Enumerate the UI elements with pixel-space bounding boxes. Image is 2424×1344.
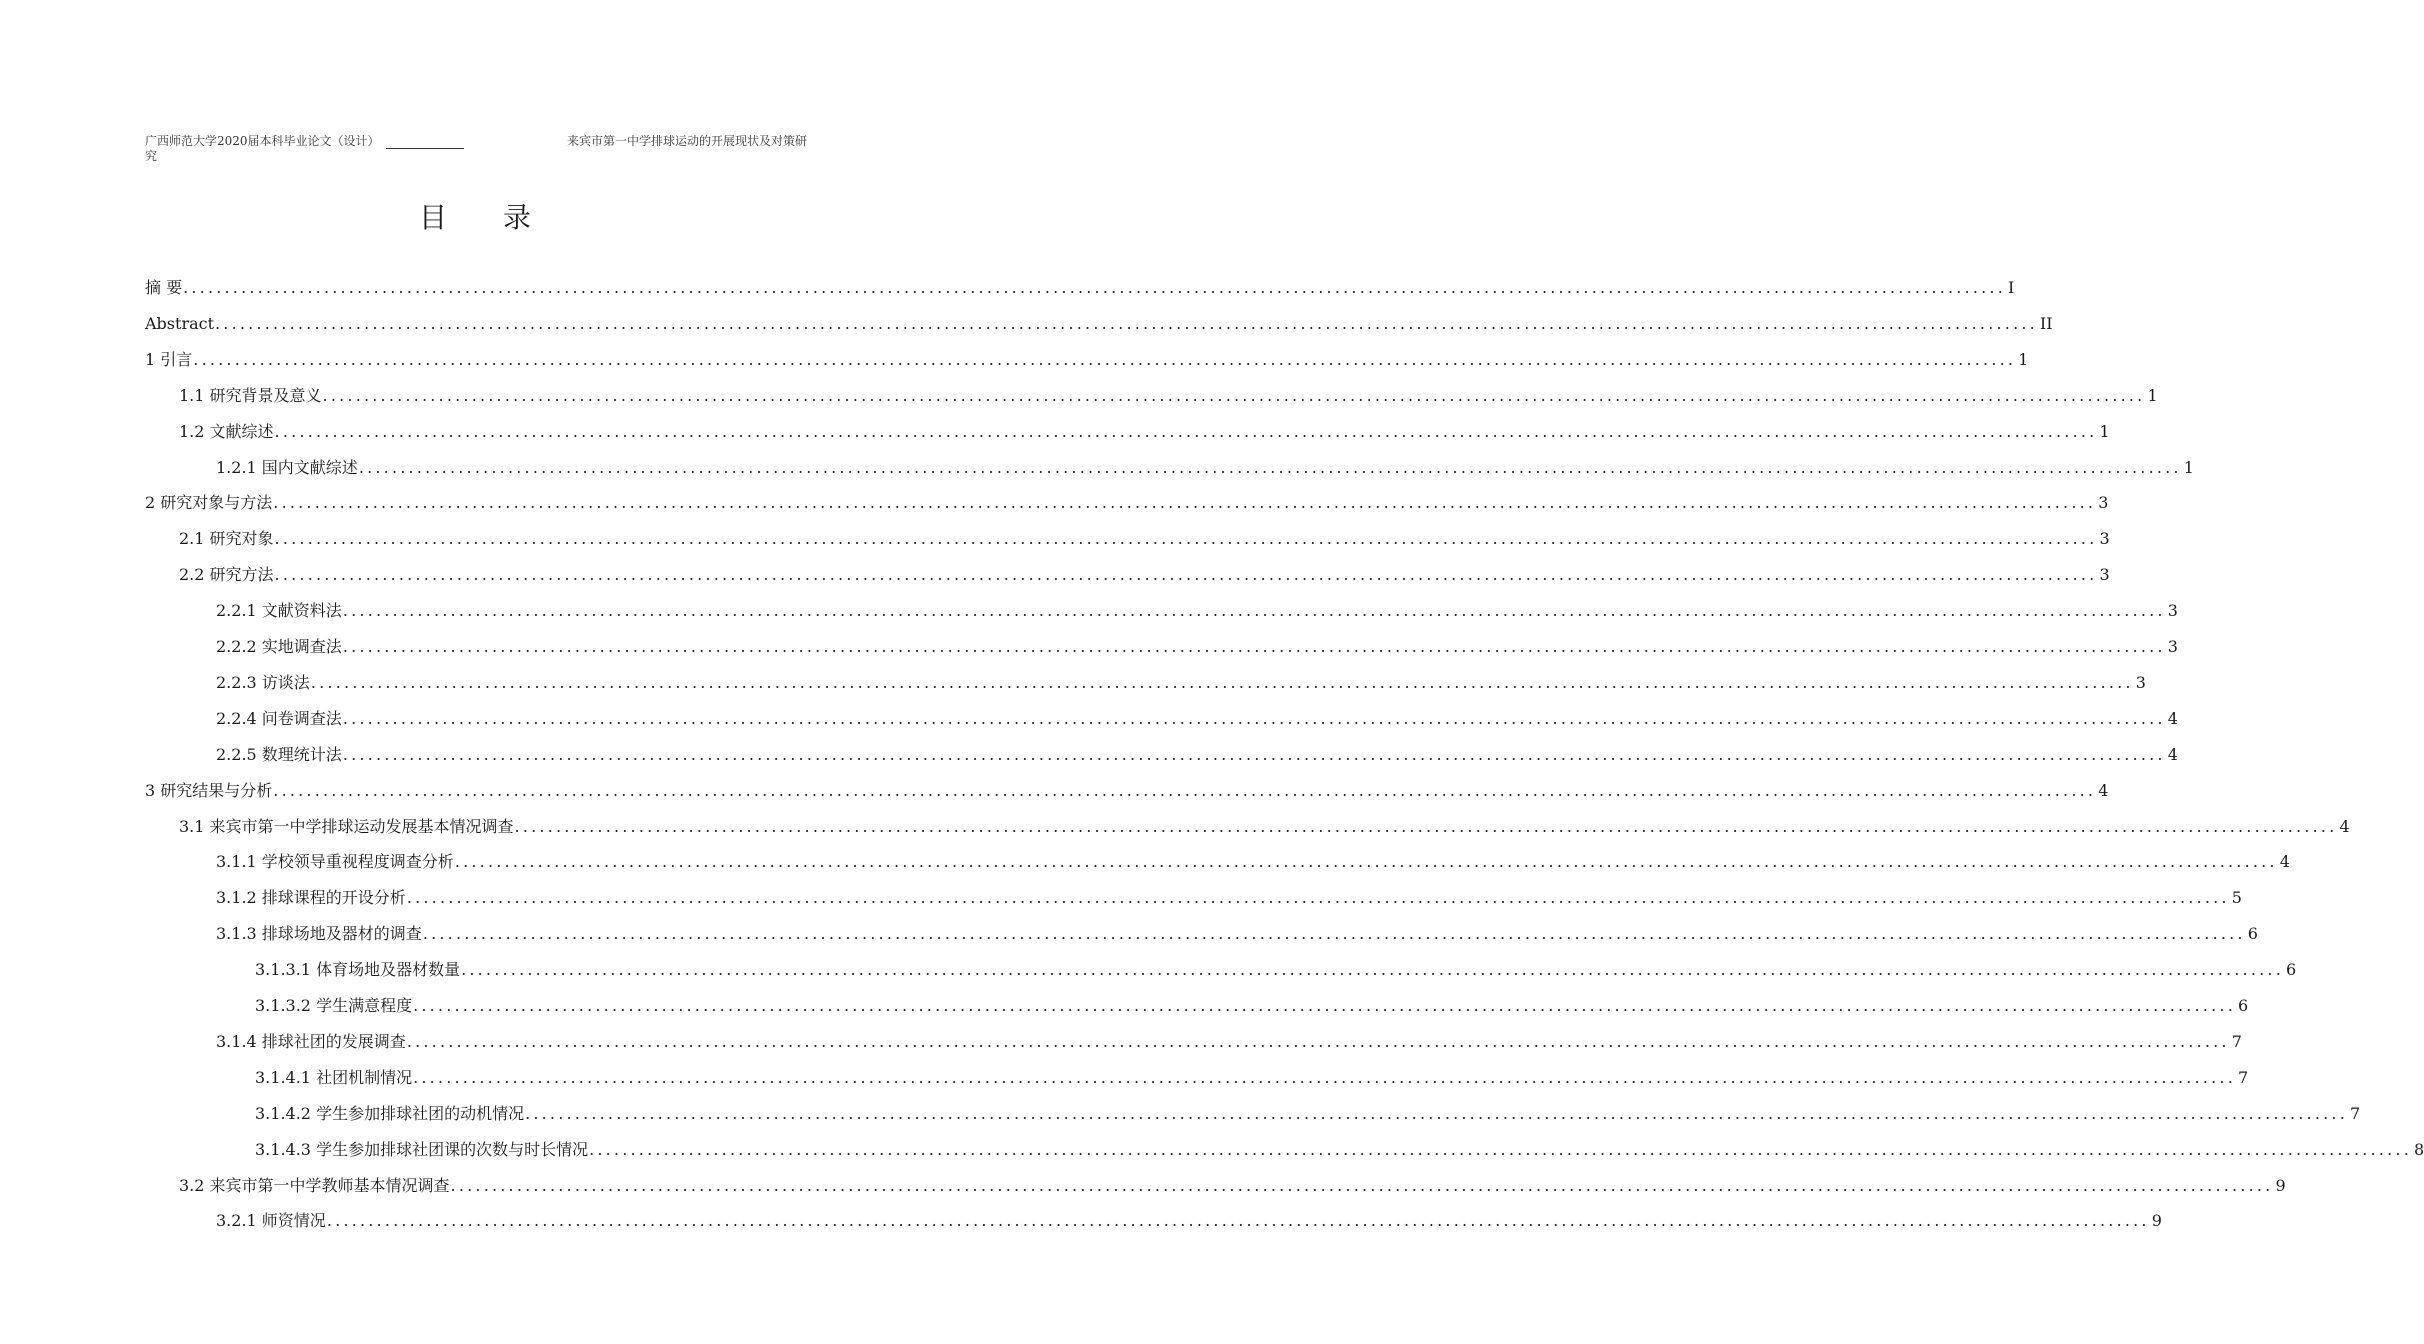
toc-entry-label: 3 研究结果与分析 — [145, 780, 273, 800]
toc-entry[interactable] — [145, 887, 2242, 909]
toc-entry-page-number: I — [2008, 278, 2015, 297]
toc-entry[interactable] — [145, 1103, 2361, 1125]
toc-entry-page-number: 6 — [2247, 924, 2258, 944]
toc-entry-page-number: 3 — [2099, 529, 2110, 549]
toc-entry[interactable] — [145, 636, 2178, 658]
toc-dot-leader: ............................................................................................................................................................................................................................ — [274, 529, 2098, 549]
toc-dot-leader: ............................................................................................................................................................................................................................ — [274, 421, 2098, 441]
toc-entry-page-number: 7 — [2231, 1031, 2242, 1051]
toc-dot-leader: ............................................................................................................................................................................................................................ — [454, 852, 2278, 872]
toc-entry[interactable] — [145, 1175, 2286, 1197]
toc-entry[interactable] — [145, 385, 2158, 407]
toc-entry-label: 3.2.1 师资情况 — [216, 1211, 326, 1231]
toc-entry-page-number: 4 — [2279, 852, 2290, 872]
toc-entry-page-number: 7 — [2349, 1103, 2361, 1123]
toc-entry-page-number: 4 — [2167, 744, 2178, 764]
toc-entry-label: 2.2.1 文献资料法 — [216, 601, 342, 621]
toc-entry-page-number: 6 — [2285, 960, 2297, 980]
toc-dot-leader: ............................................................................................................................................................................................................................ — [322, 385, 2146, 405]
toc-entry-label: 3.2 来宾市第一中学教师基本情况调查 — [179, 1175, 450, 1195]
toc-entry[interactable] — [145, 1031, 2242, 1053]
toc-entry[interactable] — [145, 600, 2178, 622]
toc-entry-label: 1 引言 — [145, 349, 193, 369]
toc-dot-leader: ............................................................................................................................................................................................................................ — [413, 996, 2236, 1015]
toc-entry-label: 2.2.4 问卷调查法 — [216, 708, 342, 728]
toc-entry-label: 3.1.4 排球社团的发展调查 — [216, 1031, 406, 1051]
toc-entry[interactable] — [145, 816, 2350, 838]
toc-entry-page-number: 3 — [2098, 493, 2109, 513]
toc-entry-label: 2.2.3 访谈法 — [216, 672, 310, 692]
toc-dot-leader: ............................................................................................................................................................................................................................ — [406, 888, 2230, 908]
toc-dot-leader: ............................................................................................................................................................................................................................ — [273, 780, 2097, 800]
toc-entry-label: 摘 要 — [145, 278, 183, 297]
toc-entry[interactable] — [145, 492, 2109, 514]
toc-entry-page-number: 3 — [2167, 637, 2178, 656]
toc-entry[interactable] — [145, 672, 2146, 694]
toc-dot-leader: ............................................................................................................................................................................................................................ — [342, 708, 2166, 728]
toc-entry[interactable] — [145, 1139, 2424, 1161]
toc-entry-label: 3.1.4.2 学生参加排球社团的动机情况 — [255, 1103, 525, 1123]
toc-entry[interactable] — [145, 313, 2053, 335]
toc-entry[interactable] — [145, 349, 2029, 371]
toc-entry-page-number: 1 — [2099, 421, 2110, 441]
toc-entry-label: 3.1.3.2 学生满意程度 — [255, 996, 413, 1015]
toc-entry-page-number: 1 — [2018, 349, 2029, 369]
header-row — [145, 134, 807, 149]
toc-dot-leader: ............................................................................................................................................................................................................................ — [589, 1139, 2412, 1159]
header-underline — [386, 136, 464, 149]
toc-dot-leader: ............................................................................................................................................................................................................................ — [358, 457, 2182, 477]
toc-entry-page-number: 7 — [2237, 1067, 2249, 1087]
header-left-group — [145, 134, 464, 149]
toc-entry-label: 3.1.3.1 体育场地及器材数量 — [255, 960, 461, 980]
toc-entry[interactable] — [145, 744, 2178, 766]
toc-dot-leader: ............................................................................................................................................................................................................................ — [215, 313, 2038, 333]
toc-entry[interactable] — [145, 780, 2109, 802]
toc-entry-label: 3.1.3 排球场地及器材的调查 — [216, 924, 422, 944]
toc-dot-leader: ............................................................................................................................................................................................................................ — [342, 744, 2166, 764]
toc-entry-page-number: 8 — [2413, 1139, 2424, 1159]
toc-entry-page-number: 9 — [2275, 1175, 2286, 1195]
toc-entry-page-number: II — [2039, 313, 2053, 333]
toc-dot-leader: ............................................................................................................................................................................................................................ — [413, 1067, 2236, 1087]
toc-entry-label: 2.2 研究方法 — [179, 565, 274, 585]
toc-entry-page-number: 4 — [2339, 816, 2350, 836]
toc-entry[interactable] — [145, 277, 2015, 299]
header-thesis-title: 来宾市第一中学排球运动的开展现状及对策研 — [566, 134, 807, 148]
page-header — [145, 134, 807, 164]
header-thesis-label: 广西师范大学2020届本科毕业论文（设计） — [145, 134, 380, 148]
toc-entry[interactable] — [145, 421, 2110, 443]
toc-dot-leader: ............................................................................................................................................................................................................................ — [183, 278, 2006, 297]
toc-entry[interactable] — [145, 851, 2290, 873]
toc-entry-page-number: 4 — [2167, 708, 2178, 728]
toc-entry[interactable] — [145, 1210, 2162, 1232]
toc-entry-label: 2.2.2 实地调查法 — [216, 637, 342, 656]
toc-entry[interactable] — [145, 1067, 2249, 1089]
toc-entry-label: 1.1 研究背景及意义 — [179, 385, 322, 405]
toc-entry-page-number: 5 — [2231, 888, 2242, 908]
toc-entry-page-number: 4 — [2098, 780, 2109, 800]
toc-entry-label: 1.2 文献综述 — [179, 421, 274, 441]
toc-dot-leader: ............................................................................................................................................................................................................................ — [422, 924, 2246, 944]
toc-entry[interactable] — [145, 995, 2249, 1017]
toc-dot-leader: ............................................................................................................................................................................................................................ — [525, 1103, 2348, 1123]
toc-entry[interactable] — [145, 959, 2297, 981]
toc-entry-page-number: 1 — [2147, 385, 2158, 405]
toc-entry[interactable] — [145, 923, 2258, 945]
toc-dot-leader: ............................................................................................................................................................................................................................ — [274, 565, 2098, 585]
toc-dot-leader: ............................................................................................................................................................................................................................ — [514, 816, 2338, 836]
toc-dot-leader: ............................................................................................................................................................................................................................ — [342, 601, 2166, 621]
toc-entry-label: 3.1.1 学校领导重视程度调查分析 — [216, 852, 454, 872]
toc-entry-label: Abstract — [145, 313, 215, 333]
toc-entry-label: 2 研究对象与方法 — [145, 493, 273, 513]
toc-dot-leader: ............................................................................................................................................................................................................................ — [193, 349, 2017, 369]
toc-dot-leader: ............................................................................................................................................................................................................................ — [326, 1211, 2150, 1231]
toc-entry-label: 3.1 来宾市第一中学排球运动发展基本情况调查 — [179, 816, 514, 836]
toc-entry[interactable] — [145, 708, 2178, 730]
toc-entry-page-number: 3 — [2099, 565, 2110, 585]
toc-entry-page-number: 6 — [2237, 996, 2249, 1015]
toc-entry-label: 3.1.4.3 学生参加排球社团课的次数与时长情况 — [255, 1139, 589, 1159]
header-thesis-title-wrap: 究 — [145, 149, 158, 163]
toc-dot-leader: ............................................................................................................................................................................................................................ — [342, 637, 2166, 656]
toc-entry-label: 1.2.1 国内文献综述 — [216, 457, 358, 477]
toc-dot-leader: ............................................................................................................................................................................................................................ — [310, 672, 2134, 692]
toc-dot-leader: ............................................................................................................................................................................................................................ — [406, 1031, 2230, 1051]
toc-entry-label: 3.1.2 排球课程的开设分析 — [216, 888, 406, 908]
toc-dot-leader: ............................................................................................................................................................................................................................ — [461, 960, 2284, 980]
toc-entry-label: 2.2.5 数理统计法 — [216, 744, 342, 764]
page-title: 目录 — [418, 201, 587, 234]
toc-entry[interactable] — [145, 457, 2194, 479]
toc-entry[interactable] — [145, 564, 2110, 586]
toc-entry-label: 2.1 研究对象 — [179, 529, 274, 549]
toc-entry[interactable] — [145, 528, 2110, 550]
toc-entry-page-number: 9 — [2151, 1211, 2162, 1231]
toc-dot-leader: ............................................................................................................................................................................................................................ — [273, 493, 2097, 513]
toc-dot-leader: ............................................................................................................................................................................................................................ — [450, 1175, 2274, 1195]
toc-entry-label: 3.1.4.1 社团机制情况 — [255, 1067, 413, 1087]
toc-entry-page-number: 3 — [2167, 601, 2178, 621]
toc-entry-page-number: 3 — [2135, 672, 2146, 692]
toc-entry-page-number: 1 — [2183, 457, 2194, 477]
